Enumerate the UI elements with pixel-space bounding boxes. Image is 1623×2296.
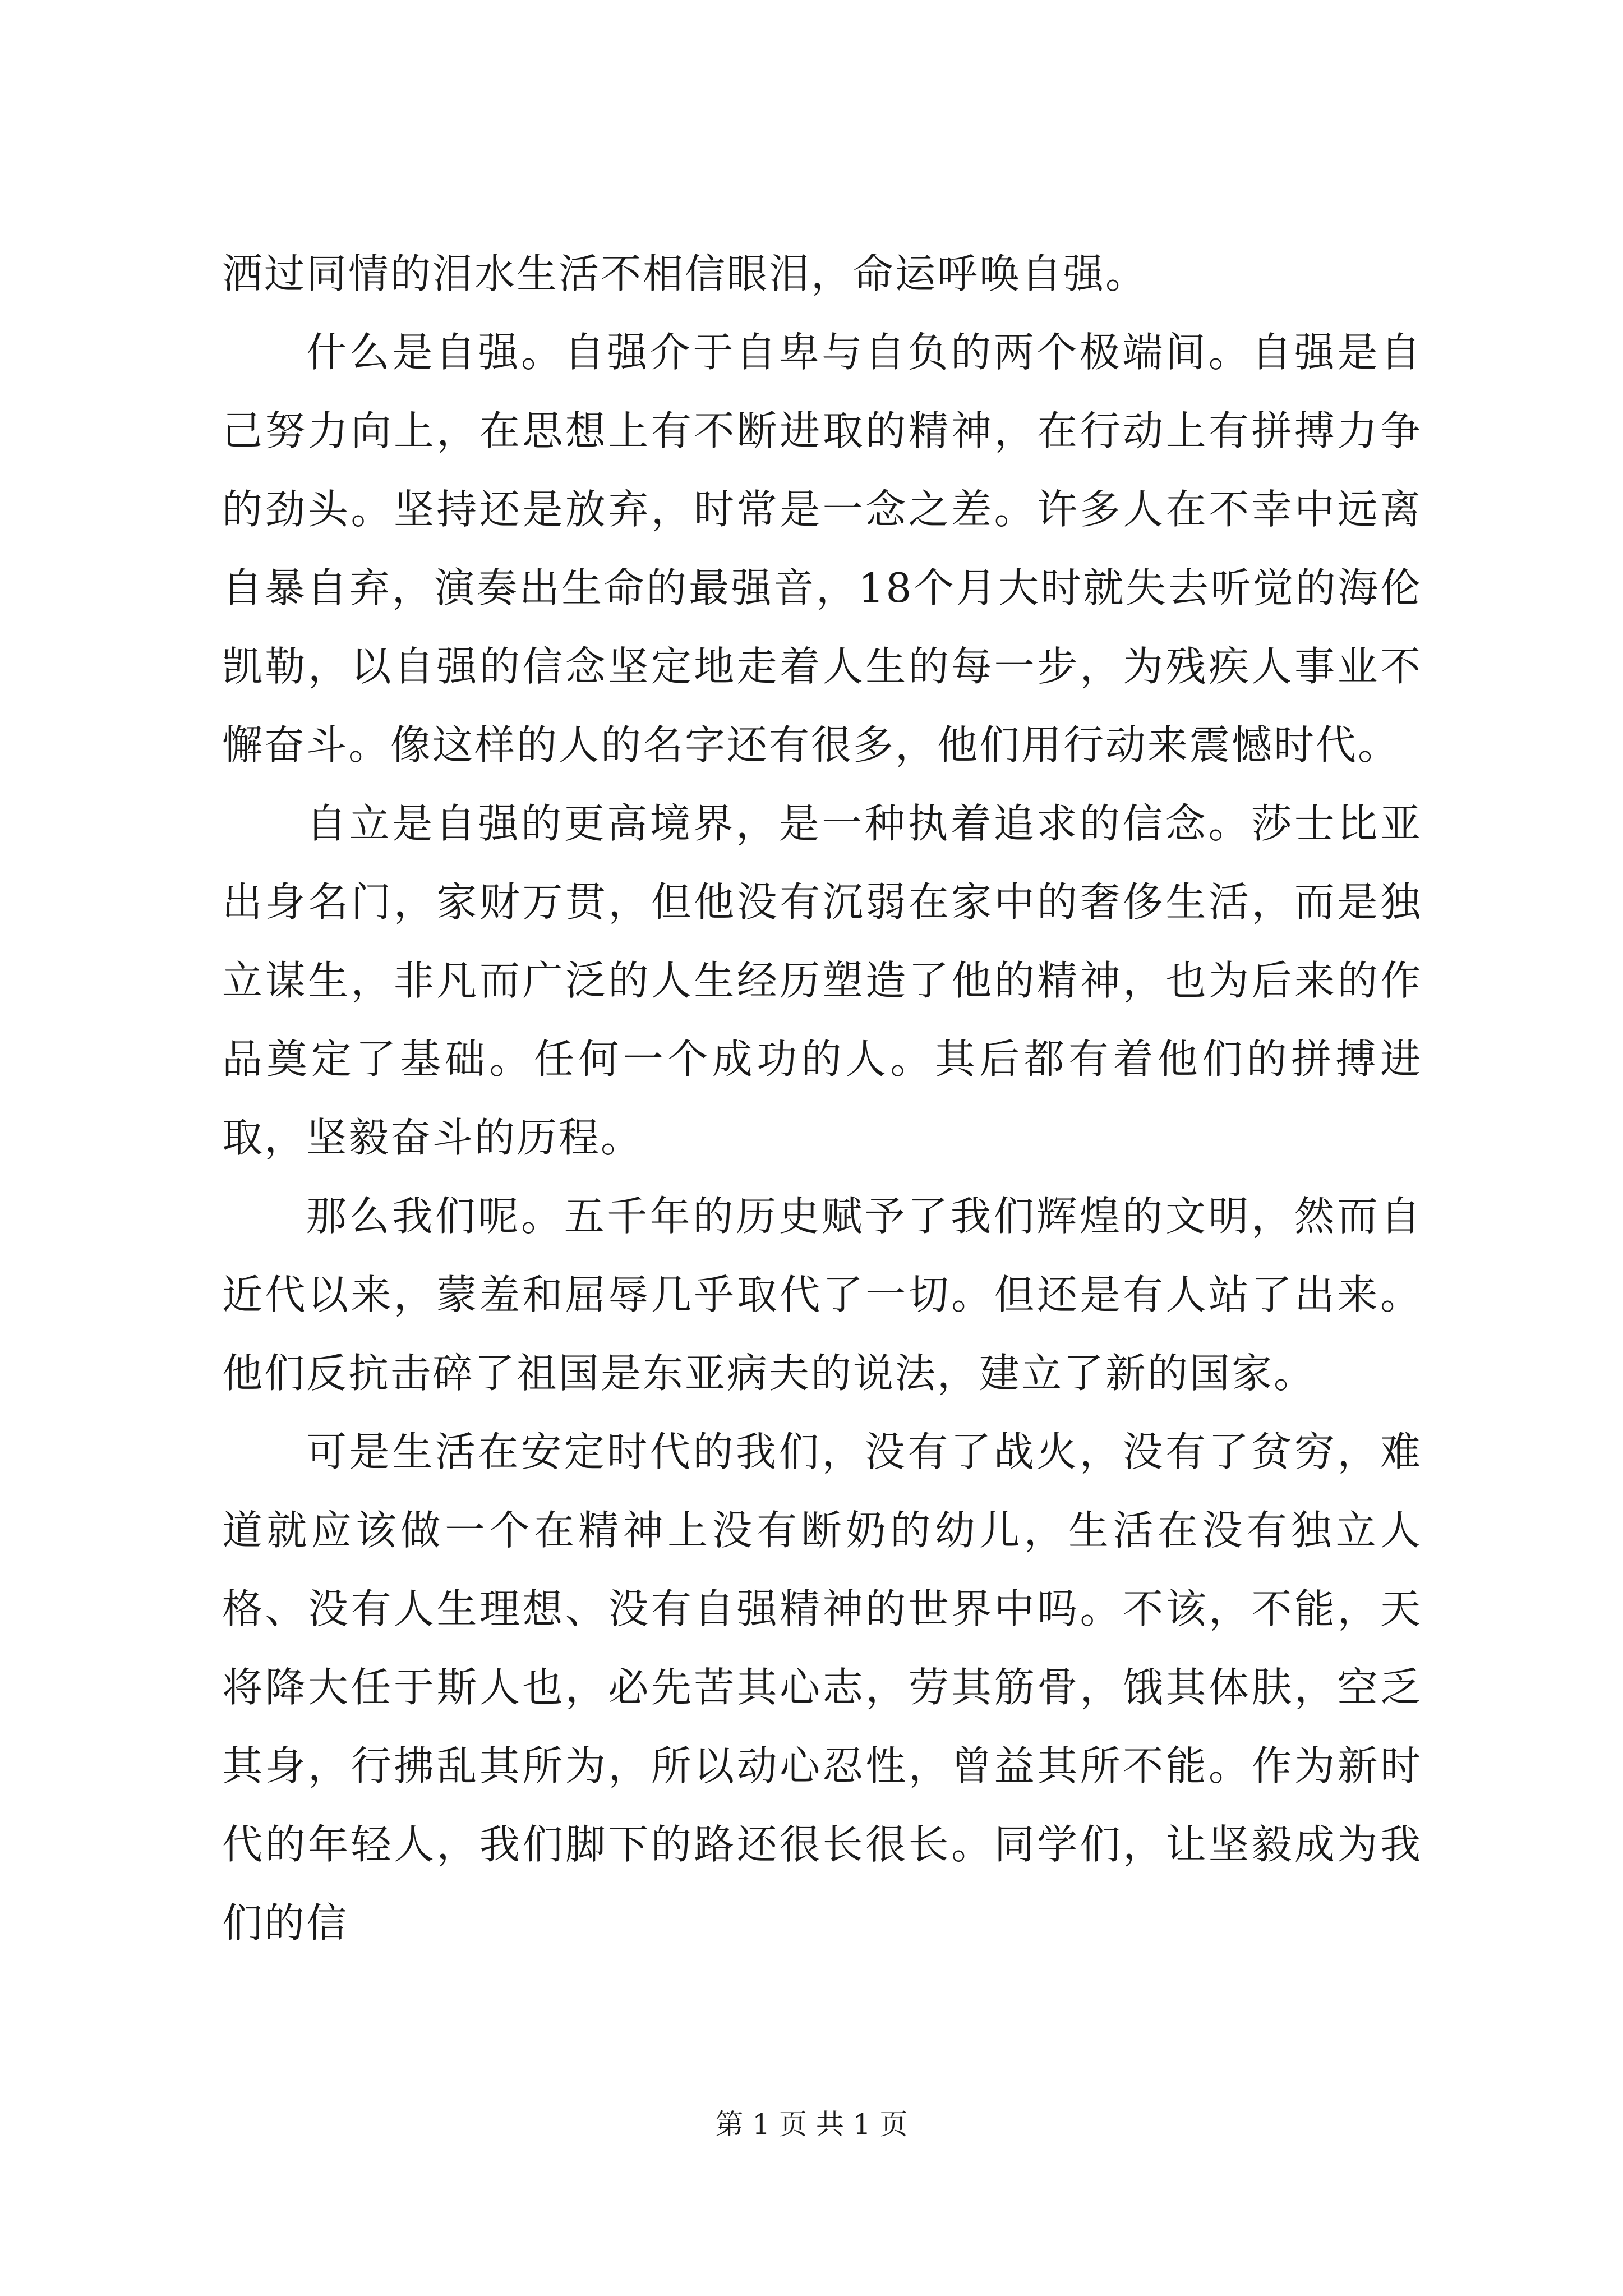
paragraph-5: 可是生活在安定时代的我们，没有了战火，没有了贫穷，难道就应该做一个在精神上没有断奶的幼儿，生活在没有独立人格、没有人生理想、没有自强精神的世界中吗。不该，不能，天将降大任于斯人也，必先苦其心志，劳其筋骨，饿其体肤，空乏其身，行拂乱其所为，所以动心忍性，曾益其所不能。作为新时代的年轻人，我们脚下的路还很长很长。同学们，让坚毅成为我们的信 [222,1428,1422,1947]
paragraph-4: 那么我们呢。五千年的历史赋予了我们辉煌的文明，然而自近代以来，蒙羞和屈辱几乎取代了一切。但还是有人站了出来。他们反抗击碎了祖国是东亚病夫的说法，建立了新的国家。 [222,1193,1422,1397]
paragraph-1: 洒过同情的泪水生活不相信眼泪，命运呼唤自强。 [222,250,1148,297]
document-body [222,234,1422,1962]
paragraph-2: 什么是自强。自强介于自卑与自负的两个极端间。自强是自己努力向上，在思想上有不断进取的精神，在行动上有拼搏力争的劲头。坚持还是放弃，时常是一念之差。许多人在不幸中远离自暴自弃，演奏出生命的最强音，18个月大时就失去听觉的海伦凯勒，以自强的信念坚定地走着人生的每一步，为残疾人事业不懈奋斗。像这样的人的名字还有很多，他们用行动来震憾时代。 [222,329,1422,769]
paragraph-3: 自立是自强的更高境界，是一种执着追求的信念。莎士比亚出身名门，家财万贯，但他没有沉弱在家中的奢侈生活，而是独立谋生，非凡而广泛的人生经历塑造了他的精神，也为后来的作品奠定了基础。任何一个成功的人。其后都有着他们的拼搏进取，坚毅奋斗的历程。 [222,800,1422,1161]
page-footer: 第 1 页 共 1 页 [715,2108,908,2141]
